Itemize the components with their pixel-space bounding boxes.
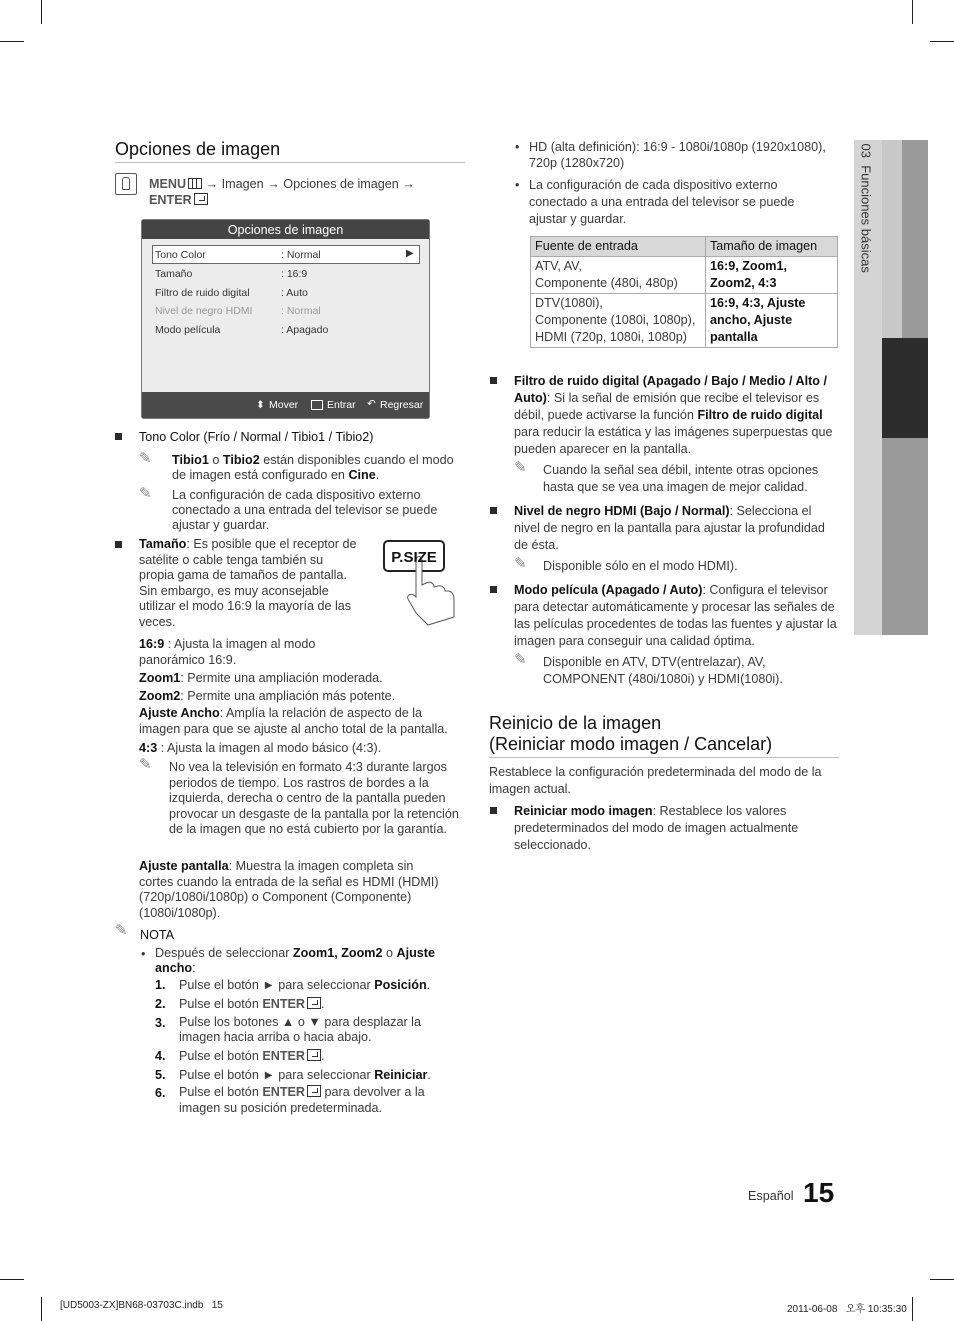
step-number: 2. [155,997,166,1011]
osd-row-label: Tono Color [155,249,206,261]
bullet-square [490,807,497,814]
ajuste-pantalla: Ajuste pantalla: Muestra la imagen completa sin cortes cuando la entrada de la señal es HDMI (HDMI) (720p/1080i/1080p) o Component (Componente) (1080i/1080p). [139,859,439,920]
table-cell: 16:9, 4:3, Ajuste ancho, Ajuste pantalla [706,294,838,348]
osd-row-value: : Normal [281,305,321,317]
menu-path-text: → Imagen → Opciones de imagen → [202,177,415,191]
menu-label: MENU [149,177,187,191]
table-cell: 16:9, Zoom1, Zoom2, 4:3 [706,257,838,294]
size-169: 16:9 : Ajusta la imagen al modo panorámico 16:9. [139,637,316,667]
note-43: No vea la televisión en formato 4:3 durante largos periodos de tiempo. Los rastros de bordes a la izquierda, derecha o centro de la pantalla pueden provocar un desgaste de la pantalla por la retención de la imagen que no está cubierto por la garantía. [169,760,459,837]
nivel-text: Nivel de negro HDMI (Bajo / Normal): Selecciona el nivel de negro en la pantalla para ajustar la profundidad de ésta. [514,504,825,552]
section-title: Opciones de imagen [115,139,281,159]
step-text: Pulse el botón ENTER . [179,997,325,1011]
modo-text: Modo película (Apagado / Auto): Configura el televisor para detectar automáticamente y procesar las señales de las películas procedentes de todas las fuentes y ajustar la imagen para conseguir una calidad óptima. [514,583,837,648]
section-rule [115,162,465,163]
crop-mark [0,41,24,42]
step-text: Pulse los botones ▲ o ▼ para desplazar la imagen hacia arriba o hacia abajo. [179,1015,421,1044]
table-header: Fuente de entrada [531,237,706,257]
bullet-config: La configuración de cada dispositivo externo conectado a una entrada del televisor se puede ajustar y guardar. [529,178,795,226]
psize-label: P.SIZE [391,549,437,566]
osd-row-value: : Apagado [281,324,329,336]
reinicio-title-line1: Reinicio de la imagen [489,713,662,733]
menu-path-icon [115,173,137,195]
bullet-square [115,433,122,440]
table-header: Tamaño de imagen [706,237,838,257]
size-ajuste-ancho: Ajuste Ancho: Amplía la relación de aspecto de la imagen para que se ajuste al ancho total de la pantalla. [139,706,448,736]
enter-icon [194,193,208,205]
input-size-table [530,236,838,348]
note-pencil-icon: ✎ [115,922,128,939]
sidebar-tab-active [882,338,928,438]
enter-label: ENTER [149,193,192,207]
table-row [531,294,838,348]
crop-mark [0,1279,24,1280]
nota-label: NOTA [140,928,175,942]
chapter-number: 03 [858,143,874,158]
footer-language: Español [748,1189,794,1203]
osd-footer [142,392,429,418]
size-43: 4:3 : Ajusta la imagen al modo básico (4:3). [139,741,382,755]
tono-note-2: La configuración de cada dispositivo externo conectado a una entrada del televisor se puede ajustar y guardar. [172,488,438,532]
filtro-text: Filtro de ruido digital (Apagado / Bajo / Medio / Alto / Auto): Si la señal de emisión que recibe el televisor es débil, puede activarse la función Filtro de ruido digital para reducir la estática y las imágenes superpuestas que pueden aparecer en la pantalla. [514,374,833,456]
note-pencil-icon: ✎ [514,459,527,476]
nota-bullet: Después de seleccionar Zoom1, Zoom2 o Ajuste ancho: [155,946,435,975]
step-number: 1. [155,978,166,992]
step-text: Pulse el botón ENTER para devolver a la imagen su posición predeterminada. [179,1085,425,1115]
osd-row-label: Tamaño [155,268,193,280]
psize-remote-illustration [382,537,464,627]
step-text: Pulse el botón ENTER . [179,1049,325,1063]
size-zoom2: Zoom2: Permite una ampliación más potente. [139,689,396,703]
table-cell: ATV, AV, Componente (480i, 480p) [531,257,706,294]
tono-note-1: Tibio1 o Tibio2 están disponibles cuando el modo de imagen está configurado en Cine. [172,453,454,482]
page-number: 15 [803,1177,835,1208]
osd-menu [141,219,430,419]
return-icon: ↶ [367,398,376,410]
step-number: 4. [155,1049,166,1063]
reinicio-title [489,713,772,755]
osd-arrow-icon: ▶ [406,248,414,259]
osd-row-label: Nivel de negro HDMI [155,305,253,317]
bullet-dot: • [515,140,520,154]
table-cell: DTV(1080i), Componente (1080i, 1080p), HDMI (720p, 1080i, 1080p) [531,294,706,348]
note-pencil-icon: ✎ [514,555,527,572]
note-pencil-icon: ✎ [514,651,527,668]
reinicio-title-line2: (Reiniciar modo imagen / Cancelar) [489,734,773,754]
osd-row-value: : Auto [281,287,308,299]
footer-file: [UD5003-ZX]BN68-03703C.indb 15 [60,1300,223,1311]
crop-mark [41,1297,42,1321]
osd-return: Regresar [380,399,424,411]
bullet-square [490,586,497,593]
chapter-title: Funciones básicas [858,165,874,273]
tamano-text: Tamaño: Es posible que el receptor de satélite o cable tenga también su propia gama de tamaños de pantalla. Sin embargo, es muy aconsejable utilizar el modo 16:9 la mayoría de las veces. [139,537,357,629]
osd-enter: Entrar [327,399,356,411]
step-number: 6. [155,1086,166,1100]
bullet-dot: • [515,178,520,192]
modo-note: Disponible en ATV, DTV(entrelazar), AV, COMPONENT (480i/1080i) y HDMI(1080i). [543,655,783,686]
section-rule [489,757,839,758]
bullet-dot: • [141,947,146,961]
sidebar-tab-upper [902,140,928,338]
bullet-square [490,507,497,514]
filtro-note: Cuando la señal sea débil, intente otras opciones hasta que se vea una imagen de mejor calidad. [543,463,819,494]
osd-row-label: Filtro de ruido digital [155,287,250,299]
step-text: Pulse el botón ► para seleccionar Posición. [179,978,431,992]
bullet-square [490,377,497,384]
crop-mark [912,1297,913,1321]
crop-mark [930,41,954,42]
nivel-note: Disponible sólo en el modo HDMI). [543,559,738,573]
crop-mark [41,0,42,24]
table-row [531,257,838,294]
sidebar-tab-lower [882,438,928,635]
chapter-sidebar [854,140,928,635]
note-pencil-icon: ✎ [139,756,152,773]
size-zoom1: Zoom1: Permite una ampliación moderada. [139,671,383,685]
enter-icon [307,997,321,1009]
crop-mark [912,0,913,24]
menu-icon [188,178,202,189]
reinicio-intro: Restablece la configuración predeterminada del modo de la imagen actual. [489,765,822,796]
osd-row-value: : Normal [281,249,321,261]
chapter-label [859,144,874,324]
enter-icon [311,400,323,410]
crop-mark [930,1279,954,1280]
osd-row-value: : 16:9 [281,268,308,280]
note-pencil-icon: ✎ [139,450,152,467]
bullet-square [115,541,122,548]
menu-path [149,176,449,208]
enter-icon [307,1049,321,1061]
move-icon: ⬍ [256,399,265,411]
osd-move: Mover [269,399,299,411]
reiniciar-text: Reiniciar modo imagen: Restablece los valores predeterminados del modo de imagen actualmente seleccionado. [514,804,799,852]
step-text: Pulse el botón ► para seleccionar Reiniciar. [179,1068,431,1082]
step-number: 5. [155,1068,166,1082]
enter-icon [307,1085,321,1097]
note-pencil-icon: ✎ [139,485,152,502]
step-number: 3. [155,1016,166,1030]
footer-date: 2011-06-08 오후 10:35:30 [787,1304,907,1315]
osd-row-label: Modo película [155,324,221,336]
bullet-hd: HD (alta definición): 16:9 - 1080i/1080p (1920x1080), 720p (1280x720) [529,140,826,170]
osd-title: Opciones de imagen [142,220,429,239]
tono-heading: Tono Color (Frío / Normal / Tibio1 / Tibio2) [139,430,374,444]
